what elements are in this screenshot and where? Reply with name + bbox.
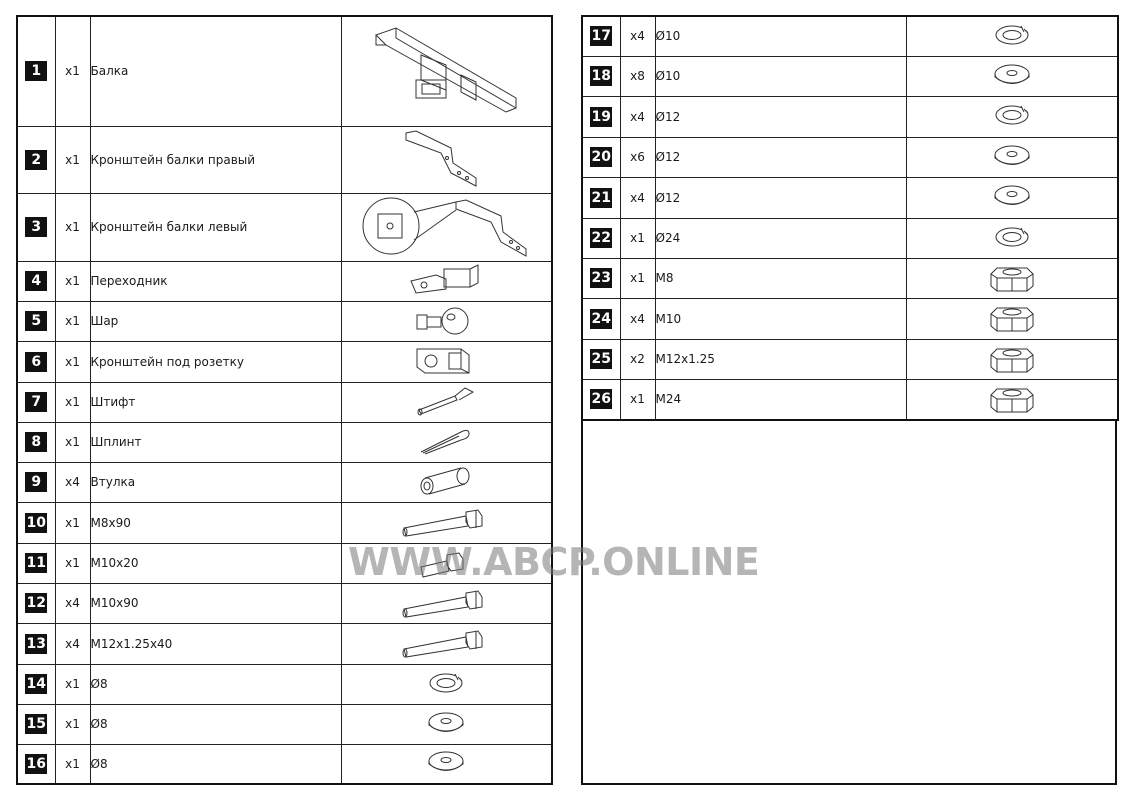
part-quantity: x1 (55, 301, 90, 341)
part-row-2 (17, 126, 552, 193)
part-description: M8 (655, 258, 906, 298)
part-number-badge: 1 (25, 61, 47, 81)
left-bracket-icon (356, 194, 536, 258)
part-illustration-cell (341, 16, 552, 126)
part-description: Кронштейн балки правый (90, 126, 341, 193)
bolt-icon (396, 625, 496, 659)
watermark: WWW.ABCP.ONLINE (348, 540, 760, 584)
part-illustration-cell (906, 339, 1118, 379)
spring-washer-icon (982, 100, 1042, 130)
part-number-badge: 26 (591, 391, 611, 408)
part-description: Балка (90, 16, 341, 126)
part-illustration-cell (341, 744, 552, 784)
tow-ball-icon (411, 303, 481, 337)
part-number-cell (17, 583, 55, 623)
part-number-cell (582, 177, 620, 218)
part-number-badge: 17 (591, 28, 611, 45)
part-number-cell (582, 258, 620, 298)
part-row-19 (582, 96, 1118, 137)
part-description: Ø10 (655, 16, 906, 56)
part-number-cell (582, 137, 620, 177)
spring-washer-icon (982, 20, 1042, 50)
bolt-icon (396, 504, 496, 538)
part-number-badge: 2 (25, 150, 47, 170)
parts-table-right (581, 15, 1119, 421)
part-number-cell (582, 218, 620, 258)
part-number-badge: 22 (591, 230, 611, 246)
part-row-22 (582, 218, 1118, 258)
bushing-icon (411, 464, 481, 498)
part-number-cell (582, 96, 620, 137)
part-number-badge: 9 (25, 472, 47, 492)
part-description: Шплинт (90, 422, 341, 462)
spring-washer-icon (416, 668, 476, 698)
part-quantity: x4 (620, 298, 655, 339)
part-illustration-cell (341, 261, 552, 301)
part-quantity: x4 (55, 623, 90, 664)
part-quantity: x4 (55, 462, 90, 502)
flat-washer-icon (416, 708, 476, 738)
part-illustration-cell (341, 502, 552, 543)
part-row-10 (17, 502, 552, 543)
part-quantity: x1 (55, 341, 90, 382)
part-row-9 (17, 462, 552, 502)
part-description: Ø12 (655, 177, 906, 218)
adapter-icon (406, 263, 486, 297)
part-description: M10x20 (90, 543, 341, 583)
part-quantity: x1 (620, 218, 655, 258)
part-row-17 (582, 16, 1118, 56)
part-illustration-cell (341, 126, 552, 193)
part-quantity: x6 (620, 137, 655, 177)
part-illustration-cell (906, 177, 1118, 218)
part-row-7 (17, 382, 552, 422)
part-number-cell (17, 261, 55, 301)
part-row-15 (17, 704, 552, 744)
part-quantity: x1 (55, 704, 90, 744)
part-quantity: x4 (620, 16, 655, 56)
part-number-cell (17, 193, 55, 261)
part-number-cell (17, 16, 55, 126)
part-number-badge: 10 (26, 514, 46, 531)
part-description: Кронштейн под розетку (90, 341, 341, 382)
part-description: Ø12 (655, 137, 906, 177)
part-number-badge: 13 (26, 635, 46, 652)
part-row-5 (17, 301, 552, 341)
part-illustration-cell (341, 462, 552, 502)
part-description: Штифт (90, 382, 341, 422)
part-number-badge: 25 (591, 351, 611, 367)
part-description: Кронштейн балки левый (90, 193, 341, 261)
part-quantity: x1 (55, 261, 90, 301)
part-number-badge: 19 (591, 108, 611, 125)
nut-icon (977, 300, 1047, 334)
flat-washer-icon (982, 141, 1042, 171)
part-number-badge: 3 (25, 217, 47, 237)
part-number-cell (17, 623, 55, 664)
parts-table-left (16, 15, 553, 785)
part-number-cell (17, 301, 55, 341)
part-description: Ø8 (90, 704, 341, 744)
part-number-badge: 7 (25, 392, 47, 412)
part-illustration-cell (906, 96, 1118, 137)
part-description: M8x90 (90, 502, 341, 543)
part-number-cell (582, 298, 620, 339)
part-illustration-cell (341, 583, 552, 623)
part-illustration-cell (341, 193, 552, 261)
part-illustration-cell (906, 258, 1118, 298)
part-row-26 (582, 379, 1118, 420)
part-quantity: x1 (620, 379, 655, 420)
spring-washer-icon (982, 222, 1042, 252)
part-illustration-cell (341, 382, 552, 422)
part-number-cell (582, 339, 620, 379)
part-description: M10 (655, 298, 906, 339)
part-row-1 (17, 16, 552, 126)
part-quantity: x1 (55, 664, 90, 704)
part-illustration-cell (906, 218, 1118, 258)
part-number-badge: 11 (26, 555, 46, 571)
part-row-21 (582, 177, 1118, 218)
part-quantity: x1 (55, 382, 90, 422)
part-number-badge: 14 (26, 676, 46, 692)
part-row-14 (17, 664, 552, 704)
part-number-badge: 4 (25, 271, 47, 291)
part-row-16 (17, 744, 552, 784)
nut-icon (977, 341, 1047, 375)
part-number-badge: 24 (591, 310, 611, 327)
part-number-badge: 8 (25, 432, 47, 452)
part-number-badge: 23 (591, 270, 611, 286)
part-row-4 (17, 261, 552, 301)
cotter-pin-icon (411, 424, 481, 458)
part-description: M12x1.25 (655, 339, 906, 379)
part-quantity: x4 (620, 177, 655, 218)
part-description: Ø10 (655, 56, 906, 96)
part-number-cell (582, 16, 620, 56)
part-number-cell (17, 744, 55, 784)
part-illustration-cell (341, 341, 552, 382)
part-description: Переходник (90, 261, 341, 301)
part-number-badge: 6 (25, 352, 47, 372)
part-number-badge: 20 (591, 149, 611, 165)
part-quantity: x1 (620, 258, 655, 298)
part-number-cell (17, 382, 55, 422)
part-description: Ø24 (655, 218, 906, 258)
part-description: M24 (655, 379, 906, 420)
part-number-badge: 12 (26, 595, 46, 611)
flat-washer-icon (982, 60, 1042, 90)
part-number-badge: 21 (591, 189, 611, 206)
part-row-12 (17, 583, 552, 623)
part-illustration-cell (341, 623, 552, 664)
empty-area (581, 419, 1117, 785)
part-description: Втулка (90, 462, 341, 502)
part-illustration-cell (906, 16, 1118, 56)
part-row-24 (582, 298, 1118, 339)
bolt-icon (396, 585, 496, 619)
part-row-6 (17, 341, 552, 382)
socket-bracket-icon (411, 343, 481, 377)
part-illustration-cell (341, 704, 552, 744)
part-number-cell (17, 462, 55, 502)
part-number-badge: 18 (591, 68, 611, 84)
part-quantity: x1 (55, 126, 90, 193)
part-description: Ø12 (655, 96, 906, 137)
part-quantity: x4 (620, 96, 655, 137)
part-illustration-cell (906, 137, 1118, 177)
part-quantity: x1 (55, 502, 90, 543)
part-description: Шар (90, 301, 341, 341)
right-bracket-icon (401, 128, 491, 188)
part-number-cell (17, 664, 55, 704)
part-illustration-cell (341, 301, 552, 341)
nut-icon (977, 260, 1047, 294)
part-quantity: x1 (55, 744, 90, 784)
part-quantity: x1 (55, 543, 90, 583)
part-description: Ø8 (90, 744, 341, 784)
part-quantity: x1 (55, 16, 90, 126)
part-quantity: x1 (55, 422, 90, 462)
part-row-8 (17, 422, 552, 462)
part-illustration-cell (906, 298, 1118, 339)
part-description: Ø8 (90, 664, 341, 704)
part-number-cell (17, 543, 55, 583)
part-number-badge: 15 (26, 716, 46, 732)
part-row-23 (582, 258, 1118, 298)
part-row-13 (17, 623, 552, 664)
part-row-3 (17, 193, 552, 261)
part-number-badge: 16 (26, 755, 46, 772)
tow-beam-icon (366, 20, 526, 120)
part-number-cell (17, 126, 55, 193)
part-illustration-cell (906, 56, 1118, 96)
part-quantity: x8 (620, 56, 655, 96)
part-row-18 (582, 56, 1118, 96)
part-row-20 (582, 137, 1118, 177)
part-number-cell (582, 379, 620, 420)
flat-washer-icon (982, 181, 1042, 211)
flat-washer-icon (416, 747, 476, 777)
part-quantity: x1 (55, 193, 90, 261)
part-row-25 (582, 339, 1118, 379)
part-number-cell (17, 502, 55, 543)
part-description: M12x1.25x40 (90, 623, 341, 664)
nut-icon (977, 381, 1047, 415)
part-number-cell (17, 422, 55, 462)
pin-icon (411, 384, 481, 418)
part-description: M10x90 (90, 583, 341, 623)
part-number-cell (17, 704, 55, 744)
part-number-badge: 5 (25, 311, 47, 331)
part-illustration-cell (341, 664, 552, 704)
part-illustration-cell (341, 422, 552, 462)
part-illustration-cell (906, 379, 1118, 420)
part-number-cell (582, 56, 620, 96)
part-number-cell (17, 341, 55, 382)
part-quantity: x2 (620, 339, 655, 379)
part-quantity: x4 (55, 583, 90, 623)
